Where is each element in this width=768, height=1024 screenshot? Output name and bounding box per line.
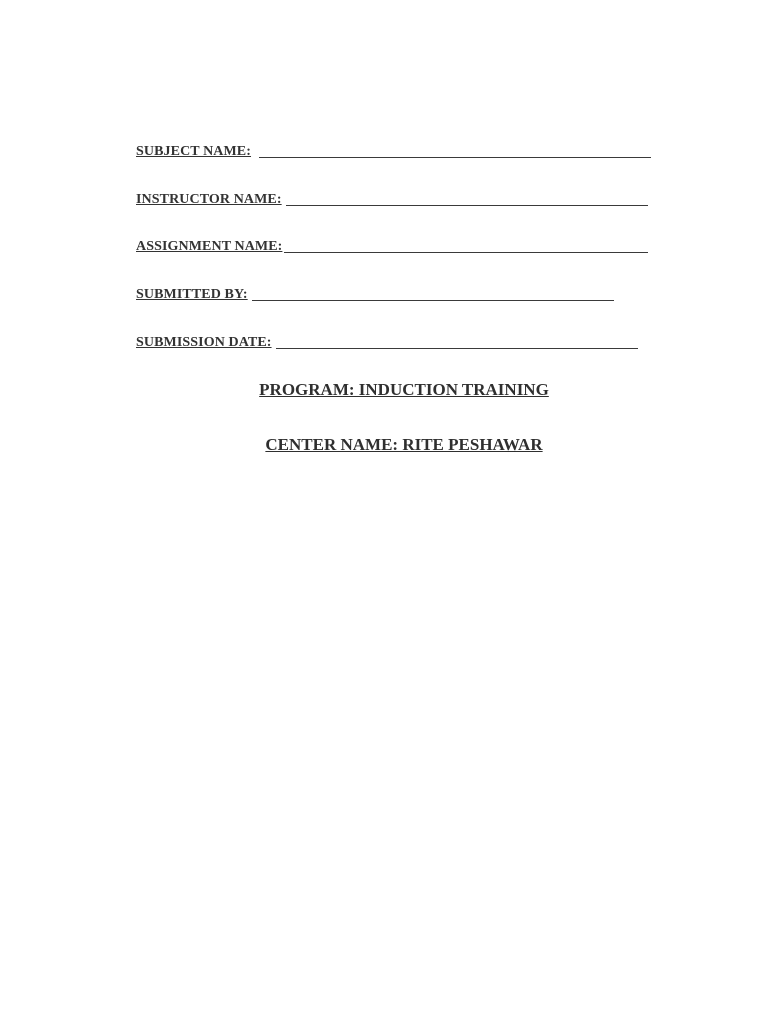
subject-name-field	[136, 140, 651, 160]
assignment-name-label: ASSIGNMENT NAME:	[136, 239, 283, 254]
submitted-by-field	[136, 283, 614, 303]
submission-date-blank[interactable]	[276, 334, 638, 349]
instructor-name-field	[136, 188, 648, 208]
subject-name-blank[interactable]	[259, 143, 651, 158]
program-heading: PROGRAM: INDUCTION TRAINING	[259, 380, 549, 399]
submitted-by-label: SUBMITTED BY:	[136, 287, 248, 302]
submission-date-label: SUBMISSION DATE:	[136, 335, 272, 350]
assignment-name-field	[136, 235, 648, 255]
center-heading: CENTER NAME: RITE PESHAWAR	[265, 435, 543, 454]
submitted-by-blank[interactable]	[252, 286, 614, 301]
assignment-name-blank[interactable]	[284, 238, 648, 253]
instructor-name-blank[interactable]	[286, 191, 648, 206]
instructor-name-label: INSTRUCTOR NAME:	[136, 192, 282, 207]
subject-name-label: SUBJECT NAME:	[136, 144, 252, 159]
submission-date-field	[136, 331, 638, 351]
